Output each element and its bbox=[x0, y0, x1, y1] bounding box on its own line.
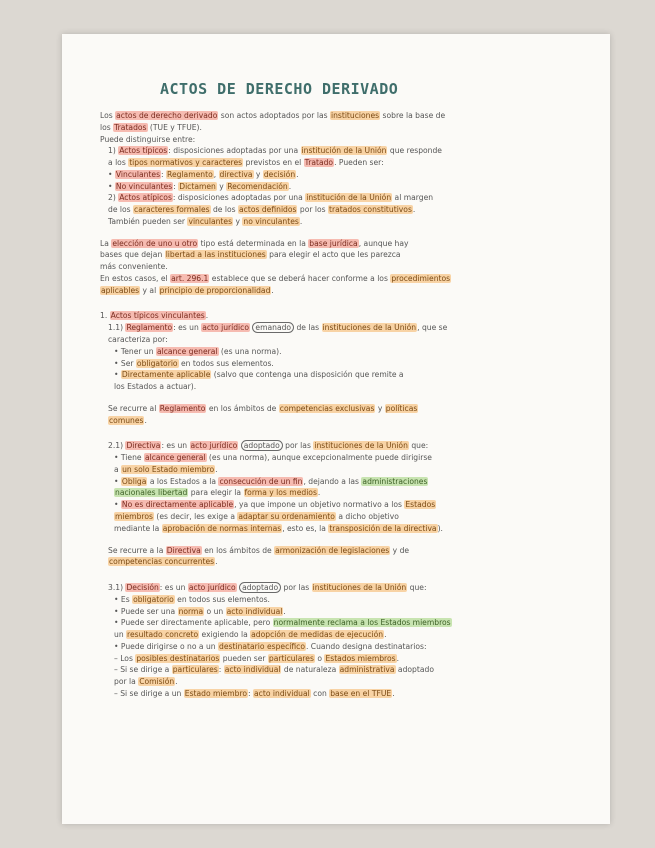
note-line bbox=[100, 476, 594, 488]
text-segment: a bbox=[114, 464, 122, 474]
note-line bbox=[100, 629, 594, 641]
highlight-orange: caracteres formales bbox=[134, 205, 210, 215]
note-line bbox=[100, 322, 594, 334]
text-segment: (es una norma), aunque excepcionalmente puede dirigirse bbox=[206, 453, 432, 463]
note-line bbox=[100, 523, 594, 535]
text-segment: y bbox=[216, 181, 227, 191]
text-segment: . bbox=[384, 630, 387, 640]
text-segment: : bbox=[248, 688, 254, 698]
note-line bbox=[100, 285, 594, 297]
note-line bbox=[100, 110, 594, 122]
text-segment: . bbox=[205, 311, 209, 321]
highlight-orange: aplicables bbox=[101, 285, 140, 295]
note-line bbox=[100, 688, 594, 700]
highlight-orange: forma y los medios bbox=[244, 488, 317, 498]
text-segment: • bbox=[114, 500, 121, 510]
text-segment: (es una norma). bbox=[218, 346, 282, 356]
text-segment: los bbox=[100, 122, 114, 132]
highlight-red: Actos atípicos bbox=[119, 193, 172, 203]
text-segment: . bbox=[396, 653, 400, 663]
note-line bbox=[100, 511, 594, 523]
highlight-orange: competencias exclusivas bbox=[279, 403, 375, 413]
text-segment: 1) bbox=[108, 146, 119, 156]
text-segment: (es decir, les exige a bbox=[153, 511, 238, 521]
circled-word: emanado bbox=[252, 322, 294, 333]
highlight-orange: acto individual bbox=[254, 688, 310, 698]
note-line bbox=[100, 238, 594, 250]
text-segment: en todos sus elementos. bbox=[174, 594, 270, 604]
text-segment: sobre la base de bbox=[380, 111, 446, 120]
note-line bbox=[100, 499, 594, 511]
text-segment: Puede distinguirse entre: bbox=[100, 134, 196, 144]
note-line bbox=[100, 134, 594, 146]
text-segment: En estos casos, el bbox=[100, 273, 171, 283]
text-segment: al margen bbox=[392, 193, 434, 203]
text-segment: bases que dejan bbox=[100, 250, 165, 260]
note-line bbox=[100, 556, 594, 568]
text-segment: mediante la bbox=[114, 523, 162, 533]
note-line bbox=[100, 664, 594, 676]
text-segment: , ya que impone un objetivo normativo a los bbox=[234, 500, 405, 510]
note-line bbox=[100, 346, 594, 358]
text-segment: y al bbox=[140, 285, 159, 295]
note-line bbox=[100, 122, 594, 134]
text-segment: : es un bbox=[159, 583, 188, 593]
text-segment: más conveniente. bbox=[100, 262, 168, 272]
page-title: ACTOS DE DERECHO DERIVADO bbox=[160, 80, 399, 98]
text-segment: por las bbox=[281, 583, 312, 593]
highlight-orange: acto individual bbox=[226, 606, 283, 616]
note-line bbox=[100, 653, 594, 665]
text-segment: por las bbox=[282, 441, 314, 451]
highlight-orange: particulares bbox=[268, 653, 314, 663]
text-segment: tipo está determinada en la bbox=[198, 238, 309, 248]
text-segment: y de bbox=[390, 545, 410, 555]
highlight-red: Reglamento bbox=[126, 323, 173, 333]
text-segment: . bbox=[215, 557, 218, 567]
text-segment: para elegir la bbox=[188, 488, 244, 498]
text-segment: , esto es, la bbox=[282, 523, 329, 533]
note-line bbox=[100, 606, 594, 618]
highlight-red: No es directamente aplicable bbox=[121, 500, 234, 510]
text-segment: Se recurre a la bbox=[108, 545, 166, 555]
text-segment: y bbox=[375, 403, 385, 413]
text-segment: . bbox=[175, 677, 178, 687]
note-line bbox=[100, 216, 594, 228]
note-line bbox=[100, 617, 594, 629]
text-segment: : disposiciones adoptadas por una bbox=[168, 146, 301, 156]
text-segment: . bbox=[283, 606, 286, 616]
text-segment: de los bbox=[210, 205, 239, 215]
highlight-red: Decisión bbox=[126, 583, 159, 593]
highlight-orange: Reglamento bbox=[167, 169, 213, 179]
text-segment: previstos en el bbox=[243, 158, 304, 168]
text-segment: . bbox=[215, 464, 218, 474]
note-line bbox=[100, 641, 594, 653]
highlight-orange: instituciones bbox=[330, 111, 380, 120]
text-segment: . bbox=[317, 488, 321, 498]
highlight-green: normalmente reclama a los Estados miembros bbox=[273, 618, 451, 628]
text-segment: • bbox=[108, 169, 115, 179]
highlight-red: actos de derecho derivado bbox=[116, 111, 218, 120]
text-segment: : bbox=[161, 169, 167, 179]
text-segment: por la bbox=[114, 677, 139, 687]
text-segment: que responde bbox=[387, 146, 442, 156]
text-segment: en los ámbitos de bbox=[201, 545, 275, 555]
highlight-orange: institución de la Unión bbox=[306, 193, 392, 203]
text-segment: . bbox=[299, 216, 303, 226]
highlight-orange: institución de la Unión bbox=[301, 146, 387, 156]
highlight-orange: comunes bbox=[109, 415, 144, 425]
highlight-red: acto jurídico bbox=[190, 441, 238, 451]
highlight-red: Reglamento bbox=[159, 403, 206, 413]
highlight-orange: actos definidos bbox=[239, 205, 297, 215]
text-segment: : disposiciones adoptadas por una bbox=[172, 193, 306, 203]
text-segment: • Tener un bbox=[114, 346, 156, 356]
highlight-orange: norma bbox=[178, 606, 204, 616]
note-line bbox=[100, 249, 594, 261]
section-heading bbox=[100, 310, 594, 322]
highlight-red: art. 296.1 bbox=[171, 273, 209, 283]
note-line bbox=[100, 487, 594, 499]
note-line bbox=[100, 545, 594, 557]
note-line bbox=[100, 157, 594, 169]
text-segment: 1. bbox=[100, 311, 110, 321]
text-segment: , aunque hay bbox=[358, 238, 409, 248]
highlight-orange: libertad a las instituciones bbox=[165, 250, 266, 260]
highlight-orange: competencias concurrentes bbox=[109, 557, 215, 567]
text-segment: • Ser bbox=[114, 358, 136, 368]
text-segment: . bbox=[392, 688, 395, 698]
highlight-orange: Dictamen bbox=[179, 181, 216, 191]
highlight-orange: transposición de la directiva bbox=[329, 523, 437, 533]
circled-word: adoptado bbox=[239, 582, 281, 593]
highlight-orange: instituciones de la Unión bbox=[322, 323, 417, 333]
highlight-orange: no vinculantes bbox=[243, 216, 299, 226]
text-segment: – Los bbox=[114, 653, 136, 663]
highlight-orange: miembros bbox=[115, 511, 153, 521]
highlight-orange: Directamente aplicable bbox=[121, 370, 211, 380]
text-segment: y bbox=[233, 216, 243, 226]
text-segment: de los bbox=[108, 205, 134, 215]
text-segment: un bbox=[114, 630, 127, 640]
highlight-orange: adaptar su ordenamiento bbox=[238, 511, 335, 521]
highlight-red: base jurídica bbox=[309, 238, 358, 248]
highlight-red: Actos típicos vinculantes bbox=[110, 311, 205, 321]
note-line bbox=[100, 464, 594, 476]
highlight-orange: Estados miembros bbox=[325, 653, 396, 663]
note-line bbox=[100, 192, 594, 204]
text-segment: 2) bbox=[108, 193, 119, 203]
text-segment: para elegir el acto que les parezca bbox=[266, 250, 401, 260]
note-line bbox=[100, 334, 594, 346]
text-segment: • bbox=[108, 181, 115, 191]
highlight-orange: instituciones de la Unión bbox=[314, 441, 408, 451]
text-segment: . bbox=[288, 181, 292, 191]
text-segment: los Estados a actuar). bbox=[114, 382, 197, 392]
highlight-orange: Recomendación bbox=[227, 181, 288, 191]
text-segment: • bbox=[114, 476, 121, 486]
note-line bbox=[100, 145, 594, 157]
highlight-red: Actos típicos bbox=[119, 146, 168, 156]
text-segment: : bbox=[218, 665, 224, 675]
text-segment: (TUE y TFUE). bbox=[147, 122, 202, 132]
highlight-orange: Comisión bbox=[139, 677, 175, 687]
note-line bbox=[100, 403, 594, 415]
text-segment: Se recurre al bbox=[108, 403, 159, 413]
text-segment: . bbox=[296, 169, 299, 179]
note-line bbox=[100, 381, 594, 393]
note-line bbox=[100, 204, 594, 216]
highlight-orange: particulares bbox=[172, 665, 218, 675]
text-segment: que: bbox=[408, 441, 429, 451]
highlight-orange: armonización de legislaciones bbox=[275, 545, 390, 555]
text-segment: : bbox=[173, 181, 179, 191]
highlight-orange: instituciones de la Unión bbox=[312, 583, 407, 593]
text-segment: a los bbox=[108, 158, 129, 168]
text-segment: . bbox=[412, 205, 416, 215]
note-line bbox=[100, 358, 594, 370]
text-segment: por los bbox=[297, 205, 329, 215]
note-line bbox=[100, 440, 594, 452]
note-line bbox=[100, 415, 594, 427]
text-segment: son actos adoptados por las bbox=[218, 111, 330, 120]
highlight-red: Tratado bbox=[304, 158, 334, 168]
text-segment: establece que se deberá hacer conforme a los bbox=[209, 273, 391, 283]
text-segment: , bbox=[213, 169, 219, 179]
text-segment: con bbox=[310, 688, 330, 698]
highlight-orange: decisión bbox=[263, 169, 296, 179]
text-segment: Los bbox=[100, 111, 116, 120]
highlight-red: Vinculantes bbox=[115, 169, 161, 179]
text-segment: • Es bbox=[114, 594, 133, 604]
text-segment: • Puede dirigirse o no a un bbox=[114, 641, 219, 651]
highlight-red: alcance general bbox=[156, 346, 218, 356]
text-segment: (salvo que contenga una disposición que remite a bbox=[211, 370, 404, 380]
highlight-orange: aprobación de normas internas bbox=[162, 523, 282, 533]
text-segment: • Puede ser una bbox=[114, 606, 178, 616]
highlight-red: No vinculantes bbox=[115, 181, 173, 191]
text-segment: : es un bbox=[161, 441, 190, 451]
text-segment: pueden ser bbox=[220, 653, 268, 663]
highlight-orange: políticas bbox=[385, 403, 418, 413]
highlight-red: alcance general bbox=[144, 453, 206, 463]
text-segment: La bbox=[100, 238, 112, 248]
text-segment: , dejando a las bbox=[303, 476, 362, 486]
highlight-orange: principio de proporcionalidad bbox=[159, 285, 271, 295]
highlight-red: acto jurídico bbox=[188, 583, 236, 593]
highlight-orange: adopción de medidas de ejecución bbox=[251, 630, 384, 640]
text-segment: en los ámbitos de bbox=[206, 403, 279, 413]
text-segment: en todos sus elementos. bbox=[178, 358, 274, 368]
highlight-red: elección de uno u otro bbox=[112, 238, 198, 248]
highlight-orange: vinculantes bbox=[188, 216, 233, 226]
note-line bbox=[100, 676, 594, 688]
highlight-orange: destinatario específico bbox=[219, 641, 305, 651]
notes-body bbox=[100, 110, 594, 700]
highlight-orange: directiva bbox=[219, 169, 253, 179]
highlight-green: nacionales libertad bbox=[115, 488, 188, 498]
text-segment: que: bbox=[407, 583, 427, 593]
text-segment: o bbox=[314, 653, 325, 663]
highlight-orange: obligatorio bbox=[136, 358, 178, 368]
highlight-green: administraciones bbox=[362, 476, 428, 486]
highlight-orange: Estado miembro bbox=[184, 688, 248, 698]
highlight-orange: administrativa bbox=[339, 665, 395, 675]
text-segment: : es un bbox=[173, 323, 202, 333]
highlight-orange: Obliga bbox=[121, 476, 147, 486]
highlight-orange: resultado concreto bbox=[127, 630, 199, 640]
notebook-page bbox=[62, 34, 610, 824]
text-segment: o un bbox=[204, 606, 226, 616]
text-segment: – Si se dirige a un bbox=[114, 688, 184, 698]
text-segment: . bbox=[144, 415, 147, 425]
highlight-orange: base en el TFUE bbox=[330, 688, 392, 698]
text-segment: 1.1) bbox=[108, 323, 126, 333]
text-segment: de las bbox=[294, 323, 322, 333]
note-line bbox=[100, 452, 594, 464]
highlight-orange: obligatorio bbox=[133, 594, 174, 604]
text-segment: 3.1) bbox=[108, 583, 126, 593]
text-segment: . Pueden ser: bbox=[334, 158, 384, 168]
text-segment: adoptado bbox=[395, 665, 434, 675]
highlight-orange: acto individual bbox=[224, 665, 281, 675]
text-segment: , que se bbox=[417, 323, 448, 333]
note-line bbox=[100, 582, 594, 594]
highlight-red: Directiva bbox=[126, 441, 161, 451]
text-segment: . Cuando designa destinatarios: bbox=[305, 641, 427, 651]
highlight-orange: un solo Estado miembro bbox=[122, 464, 215, 474]
note-line bbox=[100, 369, 594, 381]
text-segment: a dicho objetivo bbox=[335, 511, 399, 521]
text-segment: • Tiene bbox=[114, 453, 144, 463]
text-segment: ). bbox=[437, 523, 443, 533]
highlight-orange: posibles destinatarios bbox=[136, 653, 220, 663]
highlight-orange: Estados bbox=[405, 500, 436, 510]
text-segment: y bbox=[253, 169, 263, 179]
note-line bbox=[100, 261, 594, 273]
highlight-orange: tipos normativos y caracteres bbox=[129, 158, 243, 168]
text-segment: 2.1) bbox=[108, 441, 126, 451]
text-segment: • bbox=[114, 370, 121, 380]
highlight-red: consecución de un fin bbox=[219, 476, 303, 486]
note-line bbox=[100, 169, 594, 181]
circled-word: adoptado bbox=[241, 440, 283, 451]
highlight-red: acto jurídico bbox=[202, 323, 249, 333]
text-segment: También pueden ser bbox=[108, 216, 188, 226]
text-segment: . bbox=[271, 285, 274, 295]
highlight-red: Tratados bbox=[114, 122, 147, 132]
text-segment: exigiendo la bbox=[199, 630, 251, 640]
text-segment: – Si se dirige a bbox=[114, 665, 172, 675]
text-segment: caracteriza por: bbox=[108, 335, 168, 345]
note-line bbox=[100, 273, 594, 285]
text-segment: • Puede ser directamente aplicable, pero bbox=[114, 618, 273, 628]
note-line bbox=[100, 181, 594, 193]
highlight-orange: tratados constitutivos bbox=[329, 205, 412, 215]
highlight-orange: procedimientos bbox=[391, 273, 451, 283]
text-segment: de naturaleza bbox=[281, 665, 339, 675]
highlight-red: Directiva bbox=[166, 545, 201, 555]
text-segment: a los Estados a la bbox=[147, 476, 219, 486]
note-line bbox=[100, 594, 594, 606]
